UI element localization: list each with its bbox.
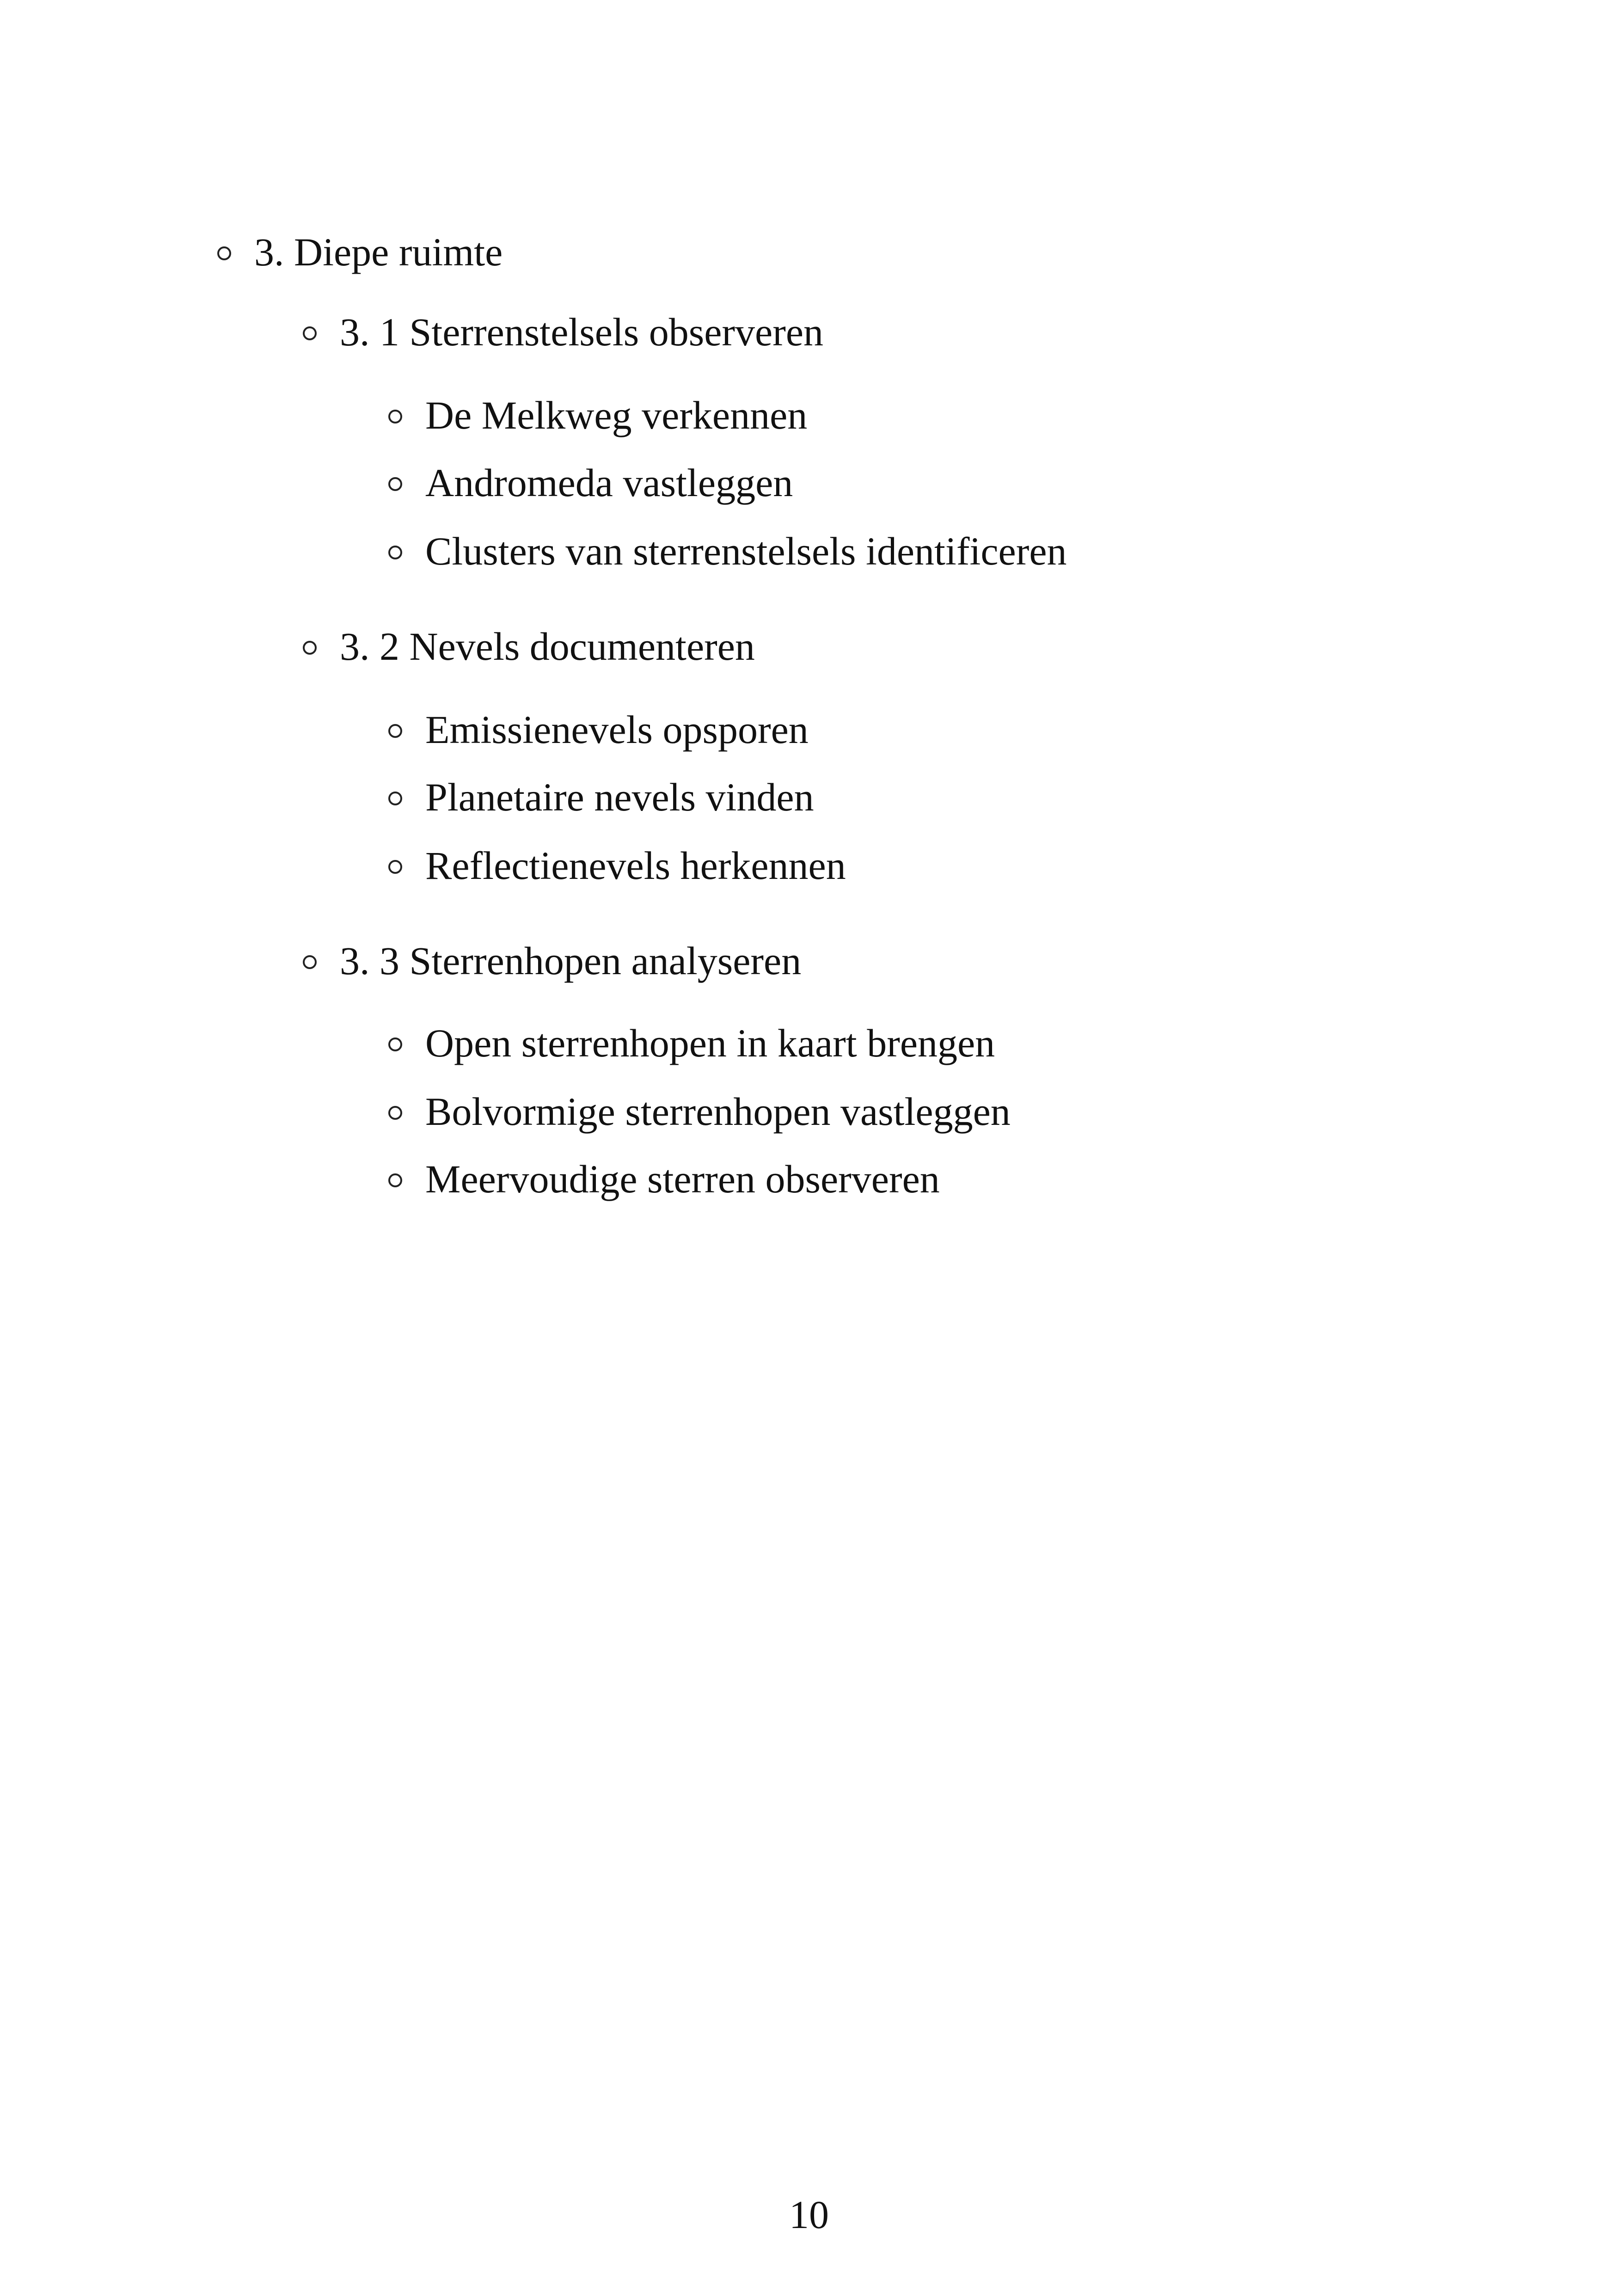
- hollow-circle-bullet-icon: [388, 1037, 402, 1051]
- subsection-title: 3. 2 Nevels documenteren: [340, 624, 755, 669]
- list-item-text: Planetaire nevels vinden: [425, 775, 814, 819]
- page-number: 10: [789, 2192, 829, 2237]
- list-item-text: Reflectienevels herkennen: [425, 843, 846, 888]
- list-item-text: Bolvormige sterrenhopen vastleggen: [425, 1089, 1011, 1134]
- hollow-circle-bullet-icon: [388, 410, 402, 424]
- list-item-text: De Melkweg verkennen: [425, 393, 808, 437]
- hollow-circle-bullet-icon: [388, 546, 402, 559]
- hollow-circle-bullet-icon: [388, 792, 402, 805]
- hollow-circle-bullet-icon: [388, 724, 402, 738]
- list-item-text: Emissienevels opsporen: [425, 707, 809, 752]
- section-title: 3. Diepe ruimte: [254, 230, 503, 274]
- list-item-text: Open sterrenhopen in kaart brengen: [425, 1021, 995, 1065]
- subsection-title: 3. 1 Sterrenstelsels observeren: [340, 310, 824, 354]
- subsection-title: 3. 3 Sterrenhopen analyseren: [340, 939, 802, 983]
- hollow-circle-bullet-icon: [303, 326, 317, 340]
- hollow-circle-bullet-icon: [388, 477, 402, 491]
- hollow-circle-bullet-icon: [303, 955, 317, 969]
- list-item-text: Clusters van sterrenstelsels identificeren: [425, 529, 1067, 573]
- list-item-text: Meervoudige sterren observeren: [425, 1157, 940, 1201]
- hollow-circle-bullet-icon: [388, 1106, 402, 1120]
- hollow-circle-bullet-icon: [388, 1173, 402, 1187]
- hollow-circle-bullet-icon: [388, 860, 402, 874]
- hollow-circle-bullet-icon: [217, 246, 231, 260]
- list-item-text: Andromeda vastleggen: [425, 460, 793, 505]
- hollow-circle-bullet-icon: [303, 641, 317, 655]
